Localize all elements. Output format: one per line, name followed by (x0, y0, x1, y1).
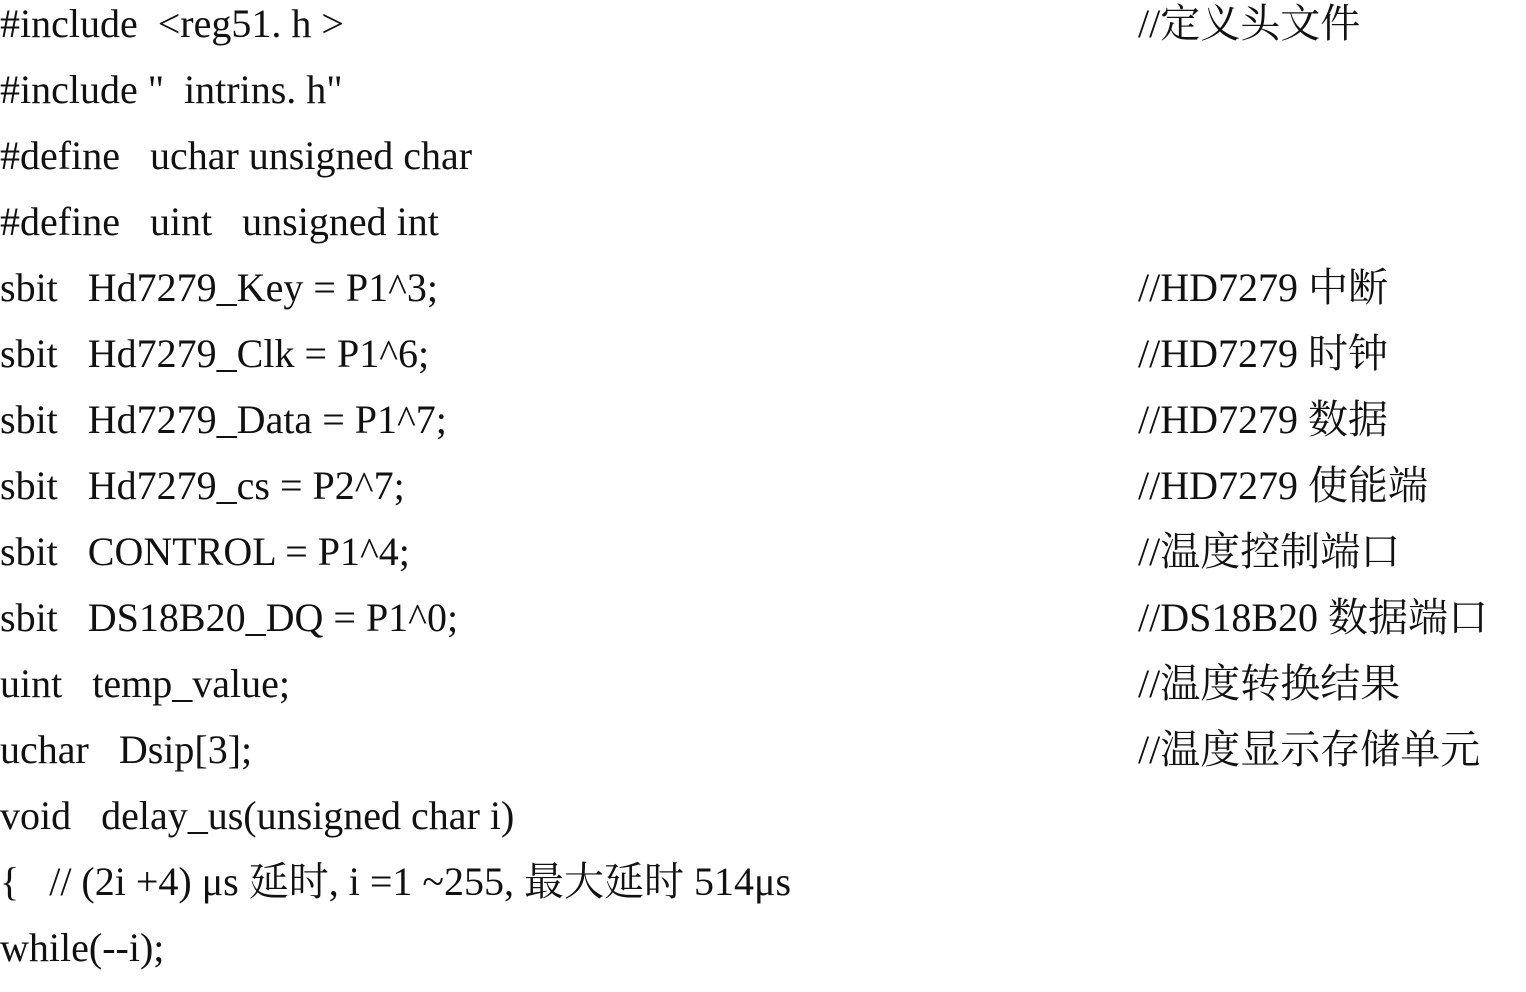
code-text: sbit Hd7279_Clk = P1^6; (0, 331, 430, 376)
code-text: { // (2i +4) μs 延时, i =1 ~255, 最大延时 514μs (0, 859, 792, 904)
code-text: while(--i); (0, 925, 165, 970)
code-line (0, 266, 1526, 332)
code-line (0, 794, 1526, 860)
code-text: #define uint unsigned int (0, 199, 439, 244)
code-comment: //HD7279 数据 (1138, 397, 1388, 442)
code-text: uint temp_value; (0, 661, 290, 706)
code-text: sbit CONTROL = P1^4; (0, 529, 410, 574)
code-text: #include <reg51. h > (0, 1, 344, 46)
code-line (0, 464, 1526, 530)
code-text: #define uchar unsigned char (0, 133, 473, 178)
code-comment: //HD7279 中断 (1138, 265, 1388, 310)
code-line (0, 530, 1526, 596)
code-comment: //DS18B20 数据端口 (1138, 595, 1489, 640)
code-line (0, 68, 1526, 134)
code-line (0, 134, 1526, 200)
code-line (0, 728, 1526, 794)
code-line (0, 596, 1526, 662)
code-comment: //温度转换结果 (1138, 661, 1401, 706)
code-comment: //HD7279 使能端 (1138, 463, 1428, 508)
code-comment: //定义头文件 (1138, 1, 1361, 46)
code-line (0, 2, 1526, 68)
code-text: sbit Hd7279_Data = P1^7; (0, 397, 447, 442)
code-text: sbit Hd7279_cs = P2^7; (0, 463, 405, 508)
code-text: uchar Dsip[3]; (0, 727, 253, 772)
code-comment: //HD7279 时钟 (1138, 331, 1388, 376)
code-text: #include " intrins. h" (0, 67, 343, 112)
code-line (0, 398, 1526, 464)
code-line (0, 926, 1526, 992)
code-line (0, 332, 1526, 398)
code-line (0, 662, 1526, 728)
code-text: sbit DS18B20_DQ = P1^0; (0, 595, 459, 640)
code-comment: //温度显示存储单元 (1138, 727, 1481, 772)
code-text: sbit Hd7279_Key = P1^3; (0, 265, 439, 310)
code-comment: //温度控制端口 (1138, 529, 1401, 574)
code-text: void delay_us(unsigned char i) (0, 793, 515, 838)
code-line (0, 200, 1526, 266)
code-line (0, 860, 1526, 926)
